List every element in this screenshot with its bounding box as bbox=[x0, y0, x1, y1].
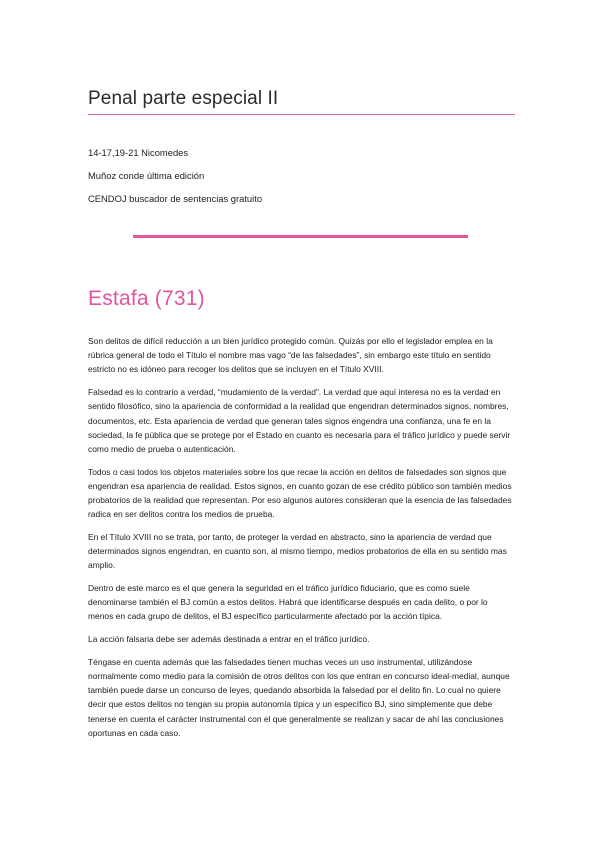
notes-block bbox=[88, 141, 508, 210]
body-paragraph: La acción falsaria debe ser además destinada a entrar en el tráfico jurídico. bbox=[88, 634, 370, 645]
note-line: CENDOJ buscador de sentencias gratuito bbox=[88, 193, 263, 204]
body-paragraph: Son delitos de difícil reducción a un bien jurídico protegido común. Quizás por ello el legislador emplea en la rúbrica general de todo el Título el nombre mas vago “de las falsedades”, sin embargo este título en sentido estricto no es idóneo para recoger los delitos que se incluyen en el Título XVIII. bbox=[88, 336, 493, 375]
document-title: Penal parte especial II bbox=[88, 88, 279, 109]
note-line: 14-17,19-21 Nicomedes bbox=[88, 147, 189, 158]
body-paragraph: Dentro de este marco es el que genera la seguridad en el tráfico jurídico fiduciario, que es como suele denominarse también el BJ común a estos delitos. Habrá que identificarse después en cada delito, o por lo menos en cada grupo de delitos, el BJ específico particularmente afectado por la acción típica. bbox=[88, 583, 488, 622]
body-paragraph: En el Título XVIII no se trata, por tanto, de proteger la verdad en abstracto, sino la apariencia de verdad que determinados signos engendran, en cuanto son, al mismo tiempo, medios probatorios de ella en su sentido mas amplio. bbox=[88, 531, 507, 571]
title-underline bbox=[88, 114, 515, 115]
section-body bbox=[88, 334, 514, 749]
body-paragraph: Todos o casi todos los objetos materiales sobre los que recae la acción en delitos de falsedades son signos que engendran esa apariencia de realidad. Estos signos, en cuanto gozan de ese crédito público son también medios probatorios de la realidad que representan. Por eso algunos autores consideran que la esencia de las falsedades radica en ser delitos contra los medios de prueba. bbox=[88, 466, 512, 520]
section-divider bbox=[133, 235, 468, 238]
section-heading: Estafa (731) bbox=[88, 287, 205, 310]
note-line: Muñoz conde última edición bbox=[88, 170, 205, 181]
body-paragraph: Falsedad es lo contrario a verdad, “mudamiento de la verdad”. La verdad que aquí interesa no es la verdad en sentido filosófico, sino la apariencia de conformidad a la realidad que engendran determinados signos, nombres, documentos, etc. Esta apariencia de verdad que generan tales signos engendra una confianza, una fe en la sociedad, la fe pública que se protege por el Estado en cuanto es necesaria para el tráfico jurídico y puede servir como medio de prueba o autenticación. bbox=[88, 387, 511, 454]
body-paragraph: Téngase en cuenta además que las falsedades tienen muchas veces un uso instrumental, utilizándose normalmente como medio para la comisión de otros delitos con los que entran en concurso ideal-medial, aunque también puede darse un concurso de leyes, quedando absorbida la falsedad por el delito fin. Lo cual no quiere decir que estos delitos no tengan su propia autonomía típica y un específico BJ, sino simplemente que debe tenerse en cuenta el carácter instrumental con el que generalmente se realizan y sacar de ahí las conclusiones oportunas en cada caso. bbox=[88, 656, 510, 738]
